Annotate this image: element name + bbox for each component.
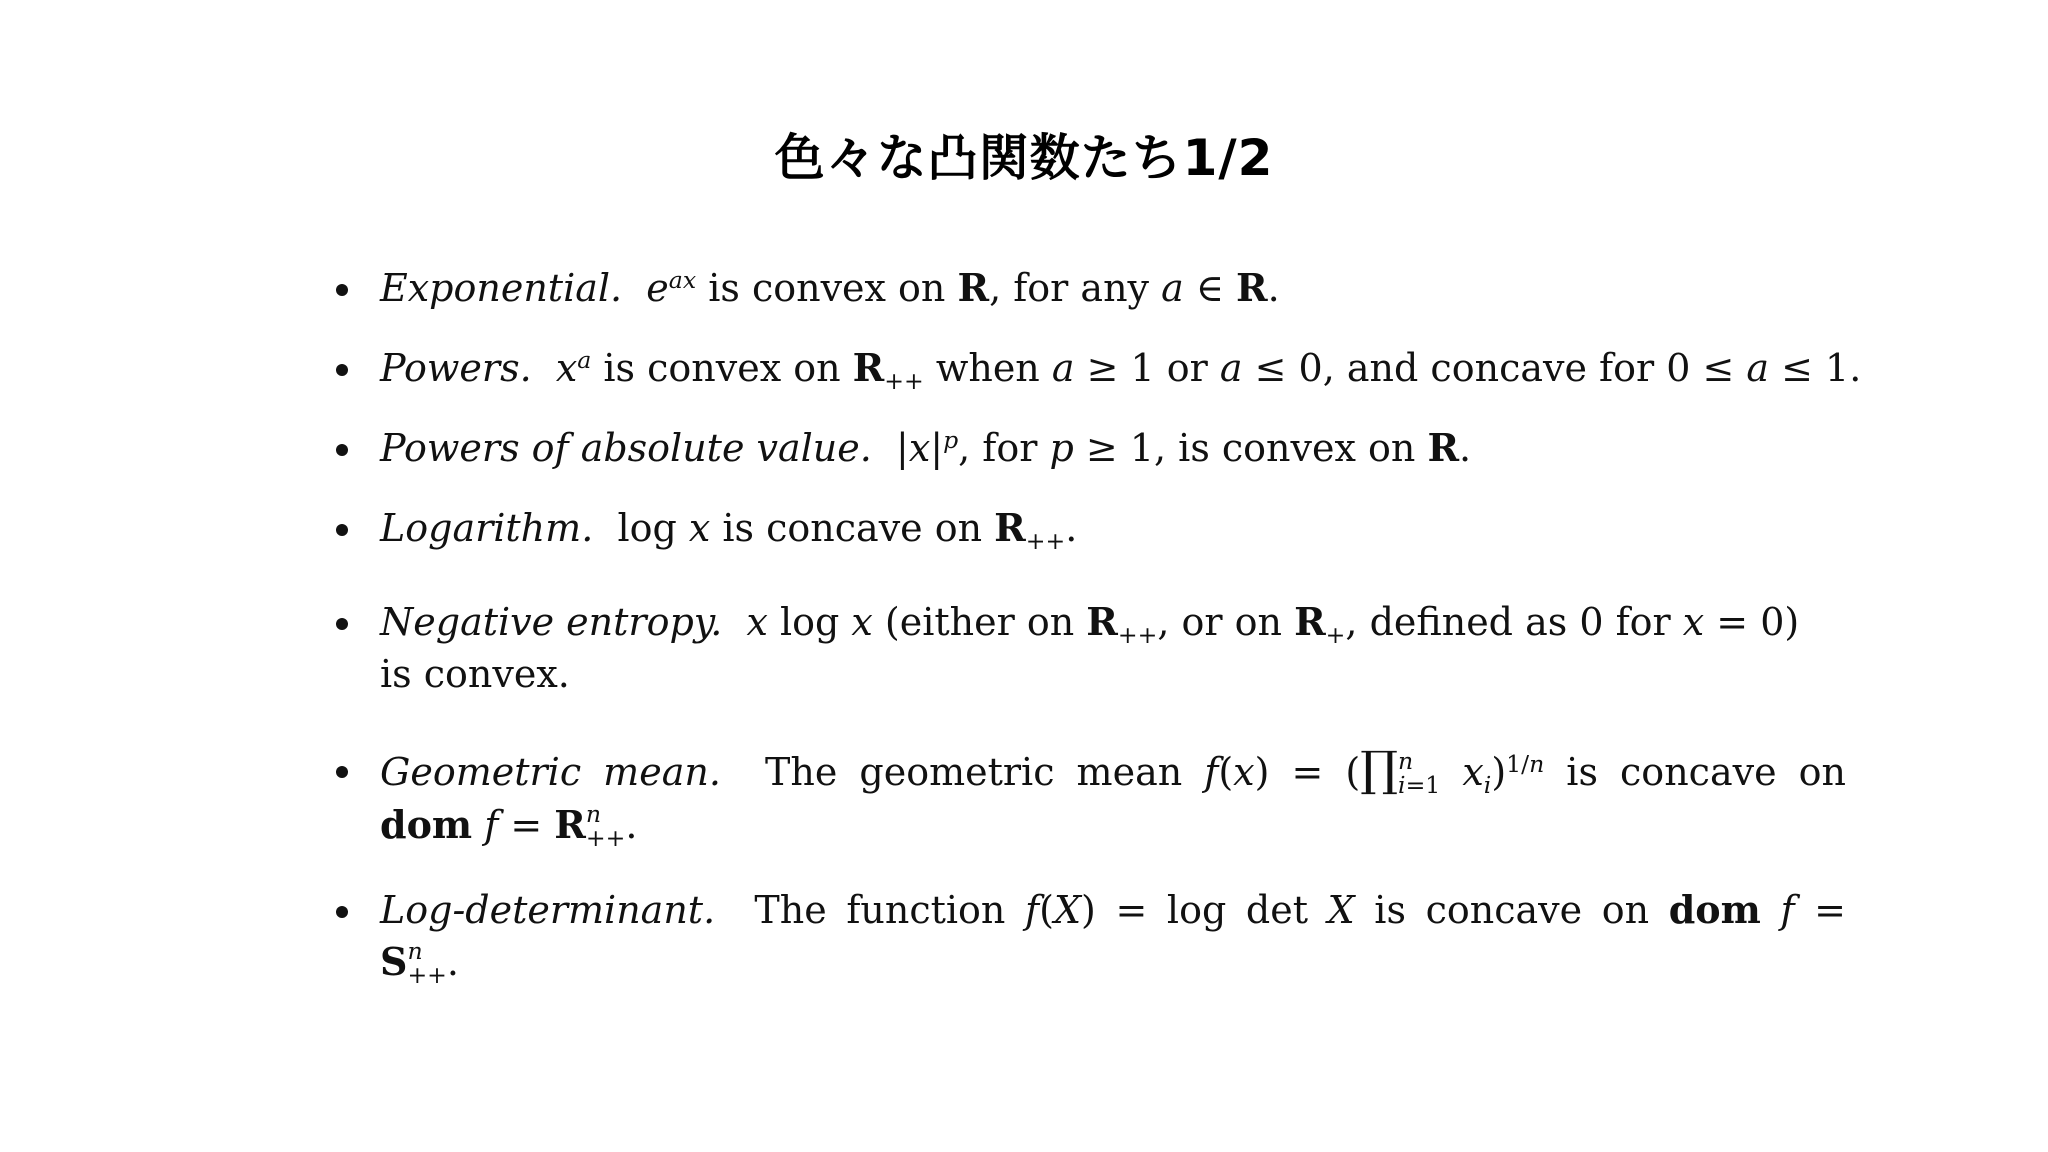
slide-title: 色々な凸関数たち1/2 (774, 129, 1274, 187)
item-name: Exponential. (380, 266, 623, 310)
item-line: Geometric mean. The geometric mean f(x) = (∏ n i=1 $x_i)^{1/n}$ is concave on (380, 742, 1846, 800)
bullet-icon (336, 906, 348, 918)
item-line: Logarithm. log x is concave on $R_{++}$. (380, 505, 1078, 556)
item-line: Exponential. $e^{ax}$ is convex on R, for any a ∈ R. (380, 265, 1280, 310)
item-line: S n ++ . (380, 936, 460, 989)
item-line: is convex. (380, 652, 570, 696)
item-name: Logarithm. (380, 506, 594, 550)
item-text (380, 744, 1846, 852)
item-text (380, 342, 1862, 396)
item-line: Powers. $x^a$ is convex on $R_{++}$ when a ≥ 1 or a ≤ 0, and concave for 0 ≤ a ≤ 1. (380, 345, 1862, 396)
bullet-icon (336, 618, 348, 630)
item-name: Log-determinant. (380, 888, 716, 932)
item-text (380, 262, 1846, 314)
item-line: Log-determinant. The function f(X) = log det X is concave on dom f = (380, 887, 1846, 932)
item-name: Powers. (380, 346, 532, 390)
item-line: Negative entropy. x log x (either on $R_{++}$, or on $R_+$, defined as 0 for x = 0) (380, 599, 1800, 650)
item-line: dom f = R n ++ . (380, 800, 638, 852)
item-name: Powers of absolute value. (380, 426, 872, 470)
item-text (380, 596, 1846, 700)
item-text (380, 884, 1846, 989)
item-text (380, 502, 1846, 554)
item-line: Powers of absolute value. $|x|^p$, for p ≥ 1, is convex on R. (380, 425, 1472, 470)
bullet-icon (336, 766, 348, 778)
bullet-icon (336, 364, 348, 376)
bullet-icon (336, 524, 348, 536)
bullet-icon (336, 444, 348, 456)
bullet-icon (336, 284, 348, 296)
item-name: Negative entropy. (380, 600, 723, 644)
item-text (380, 422, 1846, 474)
item-name: Geometric mean. (380, 750, 721, 794)
